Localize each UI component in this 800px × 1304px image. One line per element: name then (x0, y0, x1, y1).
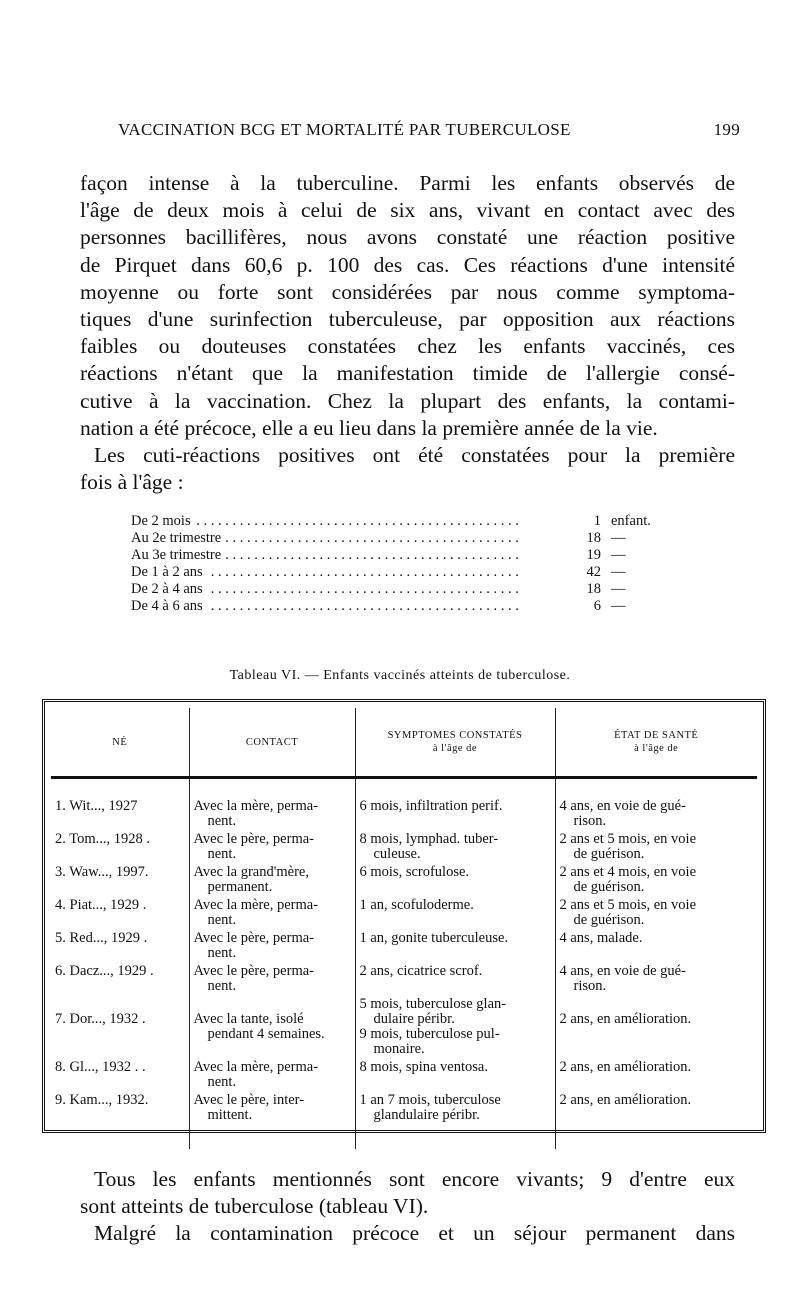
table-cell (51, 1058, 189, 1091)
count-unit: — (611, 564, 626, 580)
table-cell (555, 778, 757, 831)
cell-line: 2 ans, cicatrice scrof. (359, 963, 483, 979)
cell-line: rison. (573, 978, 607, 994)
table-cell (355, 929, 555, 962)
cell-line: 2 ans, en amélioration. (559, 1011, 692, 1027)
table-spacer-row (51, 1124, 757, 1149)
cell-line (194, 997, 352, 1012)
child-count: 18 (586, 581, 601, 597)
cell-line: Avec la tante, isolé (193, 1011, 304, 1027)
table-cell (355, 962, 555, 995)
age-list-row (131, 598, 691, 615)
cell-line: 8. Gl..., 1932 . . (55, 1059, 146, 1075)
text-line: nation a été précoce, elle a eu lieu dans la première année de la vie. (80, 415, 658, 440)
table-cell (355, 995, 555, 1058)
table-cell (555, 1058, 757, 1091)
table-cell (555, 1124, 757, 1149)
table-vi (51, 708, 757, 1149)
cell-line: 5. Red..., 1929 . (55, 930, 148, 946)
text-line: réactions n'étant que la manifestation timide de l'allergie consé- (80, 361, 735, 386)
age-list-row (131, 513, 691, 530)
table-cell (189, 830, 355, 863)
column-header (555, 708, 757, 778)
cell-line: permanent. (207, 879, 273, 895)
table-cell (555, 962, 757, 995)
cell-line: 3. Waw..., 1997. (55, 864, 149, 880)
cell-line: mittent. (207, 1107, 253, 1123)
table-row (51, 962, 757, 995)
table-cell (555, 896, 757, 929)
header-line: SYMPTOMES CONSTATÉS (387, 730, 523, 741)
table-cell (355, 778, 555, 831)
table-row (51, 830, 757, 863)
cell-line: de guérison. (573, 846, 645, 862)
text-line: de Pirquet dans 60,6 p. 100 des cas. Ces réactions d'une intensité (80, 252, 735, 277)
table-cell (189, 1091, 355, 1124)
cell-line: 1 an, gonite tuberculeuse. (359, 930, 509, 946)
text-line: cutive à la vaccination. Chez la plupart des enfants, la contami- (80, 388, 735, 413)
header-line: à l'âge de (432, 743, 478, 754)
cell-line: 2. Tom..., 1928 . (55, 831, 150, 847)
text-line: Malgré la contamination précoce et un séjour permanent dans (94, 1221, 735, 1246)
cell-line: 2 ans et 4 mois, en voie (559, 864, 697, 880)
cell-line: 4 ans, malade. (559, 930, 643, 946)
cell-line: monaire. (373, 1041, 425, 1057)
cell-line: 1. Wit..., 1927 (55, 798, 138, 814)
cell-line (55, 997, 186, 1012)
cell-line: nent. (207, 813, 237, 829)
cell-line: 4. Piat..., 1929 . (55, 897, 147, 913)
cell-line: 6 mois, scrofulose. (359, 864, 470, 880)
text-line: Les cuti-réactions positives ont été constatées pour la première (94, 443, 735, 467)
table-cell (355, 1058, 555, 1091)
table-cell (189, 995, 355, 1058)
count-unit: — (611, 581, 626, 597)
cell-line (560, 997, 755, 1012)
running-title: VACCINATION BCG ET MORTALITÉ PAR TUBERCULOSE (118, 120, 571, 139)
table-header-row (51, 708, 757, 778)
table-cell (555, 995, 757, 1058)
cell-line: rison. (573, 813, 607, 829)
count-unit: — (611, 547, 626, 563)
child-count: 6 (593, 598, 601, 614)
cell-line: 1 an, scofuloderme. (359, 897, 474, 913)
table-cell (51, 962, 189, 995)
text-line: moyenne ou forte sont considérées par nous comme symptoma- (80, 279, 735, 304)
table-cell (51, 1091, 189, 1124)
cell-line: Avec la mère, perma- (193, 798, 319, 814)
cell-line: Avec le père, inter- (193, 1092, 305, 1108)
cell-line: 8 mois, lymphad. tuber- (359, 831, 499, 847)
table-cell (189, 929, 355, 962)
age-label: De 1 à 2 ans (131, 564, 207, 581)
table-cell (555, 929, 757, 962)
table-cell (189, 1058, 355, 1091)
column-header (189, 708, 355, 778)
child-count: 19 (586, 547, 601, 563)
age-list-row (131, 530, 691, 547)
column-header (51, 708, 189, 778)
table-row (51, 778, 757, 831)
cell-line: culeuse. (373, 846, 421, 862)
cell-line: de guérison. (573, 912, 645, 928)
leader-dots (131, 513, 561, 530)
age-label: De 2 à 4 ans (131, 581, 207, 598)
column-header (355, 708, 555, 778)
count-unit: — (611, 598, 626, 614)
table-cell (51, 778, 189, 831)
table-row (51, 929, 757, 962)
cell-line: 2 ans et 5 mois, en voie (559, 831, 697, 847)
cell-line: glandulaire péribr. (373, 1107, 480, 1123)
cell-line: 4 ans, en voie de gué- (559, 798, 686, 814)
text-line: Tous les enfants mentionnés sont encore vivants; 9 d'entre eux (94, 1167, 735, 1191)
table-cell (555, 1091, 757, 1124)
age-label: De 4 à 6 ans (131, 598, 207, 615)
page-number: 199 (713, 120, 740, 139)
table-cell (189, 778, 355, 831)
table-cell (51, 929, 189, 962)
table-row (51, 896, 757, 929)
table-cell (355, 1124, 555, 1149)
cell-line: nent. (207, 945, 237, 961)
table-cell (555, 830, 757, 863)
table-cell (355, 863, 555, 896)
text-line: sont atteints de tuberculose (tableau VI). (80, 1194, 429, 1219)
age-list (131, 513, 691, 615)
cell-line: nent. (207, 1074, 237, 1090)
cell-line: pendant 4 semaines. (207, 1026, 325, 1042)
cell-line: Avec le père, perma- (193, 930, 314, 946)
cell-line: 1 an 7 mois, tuberculose (359, 1092, 501, 1108)
child-count: 18 (586, 530, 601, 546)
text-line: l'âge de deux mois à celui de six ans, vivant en contact avec des (80, 198, 735, 223)
table-cell (355, 1091, 555, 1124)
cell-line: 7. Dor..., 1932 . (55, 1011, 146, 1027)
cell-line: 4 ans, en voie de gué- (559, 963, 686, 979)
paragraph-1 (80, 170, 735, 442)
cell-line: Avec la mère, perma- (193, 897, 319, 913)
age-list-row (131, 547, 691, 564)
child-count: 1 (593, 513, 601, 529)
header-line: à l'âge de (634, 743, 679, 754)
age-label: Au 2e trimestre (131, 530, 225, 547)
table-cell (189, 1124, 355, 1149)
table-cell (189, 962, 355, 995)
table-cell (51, 830, 189, 863)
header-line: ÉTAT DE SANTÉ (614, 730, 699, 741)
table-frame (42, 699, 766, 1133)
cell-line: nent. (207, 978, 237, 994)
age-label: Au 3e trimestre (131, 547, 225, 564)
header-line: CONTACT (245, 736, 299, 748)
cell-line: Avec le père, perma- (193, 831, 314, 847)
cell-line: dulaire péribr. (373, 1011, 455, 1027)
cell-line: 6 mois, infiltration perif. (359, 798, 503, 814)
age-list-row (131, 581, 691, 598)
age-list-row (131, 564, 691, 581)
paragraph-3 (80, 1166, 735, 1248)
cell-line: 2 ans, en amélioration. (559, 1059, 692, 1075)
table-cell (189, 896, 355, 929)
cell-line: 2 ans, en amélioration. (559, 1092, 692, 1108)
cell-line: Avec la grand'mère, (193, 864, 309, 880)
table-cell (555, 863, 757, 896)
text-line: personnes bacillifères, nous avons constaté une réaction positive (80, 225, 735, 250)
table-cell (355, 896, 555, 929)
cell-line: nent. (207, 912, 237, 928)
table-cell (355, 830, 555, 863)
cell-line: Avec la mère, perma- (193, 1059, 319, 1075)
table-row (51, 995, 757, 1058)
count-unit: enfant. (611, 513, 651, 529)
table-cell (51, 863, 189, 896)
age-label: De 2 mois (131, 513, 195, 530)
header-line: NÉ (112, 736, 128, 748)
table-cell (51, 1124, 189, 1149)
cell-line: 6. Dacz..., 1929 . (55, 963, 154, 979)
table-row (51, 1058, 757, 1091)
cell-line: Avec le père, perma- (193, 963, 314, 979)
table-row (51, 863, 757, 896)
table-cell (189, 863, 355, 896)
table-cell (51, 995, 189, 1058)
cell-line: 5 mois, tuberculose glan- (359, 996, 507, 1012)
text-line: fois à l'âge : (80, 470, 184, 495)
cell-line: 9. Kam..., 1932. (55, 1092, 149, 1108)
paragraph-2 (80, 442, 735, 496)
cell-line: 2 ans et 5 mois, en voie (559, 897, 697, 913)
count-unit: — (611, 530, 626, 546)
table-cell (51, 896, 189, 929)
text-line: façon intense à la tuberculine. Parmi les enfants observés de (80, 171, 735, 195)
cell-line: 9 mois, tuberculose pul- (359, 1026, 500, 1042)
child-count: 42 (586, 564, 601, 580)
table-caption: Tableau VI. — Enfants vaccinés atteints de tuberculose. (229, 668, 571, 683)
cell-line: 8 mois, spina ventosa. (359, 1059, 488, 1075)
text-line: faibles ou douteuses constatées chez les enfants vaccinés, ces (80, 334, 735, 359)
text-line: tiques d'une surinfection tuberculeuse, par opposition aux réactions (80, 306, 735, 331)
cell-line: de guérison. (573, 879, 645, 895)
cell-line: nent. (207, 846, 237, 862)
table-row (51, 1091, 757, 1124)
